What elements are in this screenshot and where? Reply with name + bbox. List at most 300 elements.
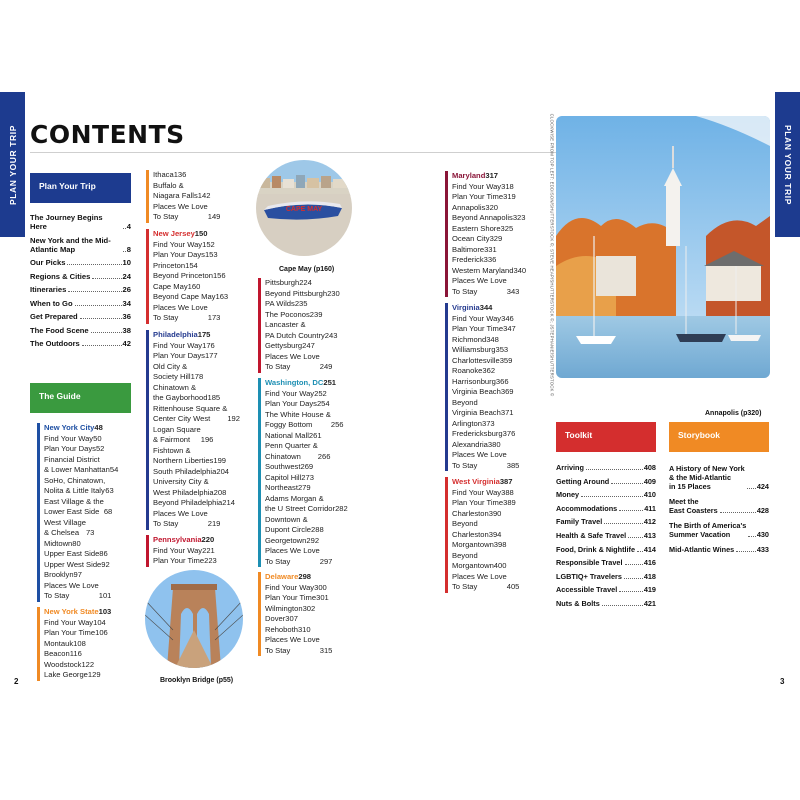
toc-entry[interactable] [265, 299, 355, 310]
entry-title: Princeton [153, 260, 186, 270]
toc-entry[interactable] [452, 203, 541, 214]
page-number: 387 [499, 477, 513, 486]
page-number: 433 [756, 545, 769, 554]
entry-title: Nuts & Bolts [556, 598, 600, 608]
toc-entry[interactable] [44, 497, 129, 518]
entry-title: Morgantown [452, 540, 494, 549]
page-number: 428 [756, 506, 769, 515]
toc-entry[interactable] [452, 398, 541, 419]
toc-entry[interactable] [452, 314, 541, 325]
toc-entry[interactable] [265, 593, 355, 604]
page-number: 353 [495, 345, 509, 354]
cape-may-photo [256, 160, 352, 256]
toc-entry[interactable] [556, 599, 656, 608]
toc-entry[interactable] [265, 389, 355, 400]
toc-entry[interactable] [452, 377, 541, 388]
toc-entry[interactable] [452, 440, 541, 451]
section-de [258, 572, 355, 656]
toc-entry[interactable] [44, 649, 129, 660]
dot-leader [586, 469, 643, 470]
entry-title: Upper East Side [44, 549, 100, 558]
toc-entry[interactable] [153, 404, 241, 425]
toc-entry[interactable] [452, 356, 541, 367]
toc-entry[interactable] [44, 660, 129, 671]
entry-title: Find Your Way [265, 582, 315, 592]
dot-leader [68, 291, 121, 292]
toc-entry[interactable] [44, 549, 129, 560]
toc-entry[interactable] [265, 462, 355, 473]
dot-leader [604, 523, 643, 524]
page-number: 122 [81, 659, 95, 669]
page-number: 199 [213, 456, 227, 465]
toc-entry[interactable] [452, 266, 541, 277]
toc-entry[interactable] [153, 282, 241, 293]
toc-entry[interactable] [153, 341, 241, 352]
page-number: 298 [298, 572, 312, 581]
entry-title: Places We Love To Stay [153, 508, 208, 528]
annapolis-photo [556, 116, 770, 378]
toc-entry[interactable] [44, 639, 129, 650]
toc-entry[interactable] [44, 670, 129, 681]
entry-title: Health & Safe Travel [556, 530, 627, 540]
toc-entry[interactable] [153, 261, 241, 272]
toc-entry[interactable] [265, 320, 355, 341]
toc-entry[interactable] [153, 546, 241, 557]
toc-entry[interactable] [153, 351, 241, 362]
section-heading[interactable] [153, 535, 241, 546]
toc-entry[interactable] [30, 258, 131, 267]
toc-entry[interactable] [30, 339, 131, 348]
dot-leader [92, 278, 121, 279]
toc-entry[interactable] [153, 446, 241, 467]
toc-entry[interactable] [452, 182, 541, 193]
toc-entry[interactable] [153, 240, 241, 251]
section-title: Virginia [452, 303, 480, 312]
page-number: 329 [489, 234, 503, 243]
entry-title: Upper West Side [44, 559, 102, 569]
page-number: 204 [216, 466, 230, 476]
toc-entry[interactable] [44, 444, 129, 455]
dot-leader [581, 496, 643, 497]
page-number: 292 [306, 535, 320, 545]
page-number: 319 [503, 192, 516, 201]
entry-title: West Village & Chelsea [44, 517, 86, 537]
page-number: 129 [87, 670, 101, 679]
section-title: Pennsylvania [153, 535, 202, 544]
dot-leader [628, 537, 643, 538]
dot-leader [602, 605, 643, 606]
toc-entry[interactable] [452, 572, 541, 593]
toc-entry[interactable] [452, 224, 541, 235]
entry-title: Roanoke [452, 366, 483, 375]
dot-leader [82, 345, 122, 346]
page-number: 373 [481, 418, 495, 428]
page-number: 418 [643, 571, 656, 581]
entry-title: Family Travel [556, 517, 603, 527]
section-heading[interactable] [265, 378, 355, 389]
page-number: 52 [95, 444, 105, 453]
page-number: 261 [308, 430, 322, 440]
toc-entry[interactable] [265, 614, 355, 625]
page-number: 92 [101, 559, 110, 569]
toc-entry[interactable] [669, 521, 769, 539]
cape-may-caption: Cape May (p160) [279, 266, 335, 273]
page-number: 224 [299, 278, 312, 287]
page-number: 424 [756, 482, 769, 491]
toc-entry[interactable] [265, 278, 355, 289]
page-number: 223 [204, 556, 217, 565]
toc-entry[interactable] [452, 540, 541, 551]
storybook-list [669, 464, 769, 560]
toc-entry[interactable] [556, 477, 656, 486]
side-tab-label: PLAN YOUR TRIP [782, 124, 793, 205]
page-number: 252 [314, 388, 327, 398]
page-number-left: 2 [14, 677, 19, 686]
page-number: 385 [506, 460, 520, 470]
page-number: 300 [314, 582, 327, 592]
toc-entry[interactable] [452, 498, 541, 509]
entry-title: South Philadelphia [153, 466, 217, 476]
entry-title: Adams Morgan & the U Street Corridor [265, 493, 336, 513]
toc-entry[interactable] [452, 450, 541, 471]
page-number: 340 [513, 265, 527, 275]
toc-entry[interactable] [265, 604, 355, 615]
page-number: 26 [122, 285, 131, 294]
entry-title: Charleston [452, 508, 489, 518]
toc-entry[interactable] [265, 352, 355, 373]
toc-entry[interactable] [452, 192, 541, 203]
page-number: 38 [122, 325, 131, 335]
page-number: 394 [488, 529, 502, 539]
entry-title: Annapolis [452, 202, 486, 212]
toc-entry[interactable] [452, 519, 541, 540]
section-nys2 [146, 170, 241, 223]
entry-title: Western Maryland [452, 265, 514, 275]
page-number: 336 [483, 255, 497, 264]
section-heading[interactable] [452, 303, 541, 314]
dot-leader [624, 578, 643, 579]
page-number: 149 [207, 212, 221, 221]
entry-title: Places We Love To Stay [452, 571, 507, 591]
plan-your-trip-list [30, 213, 131, 353]
dot-leader [91, 332, 122, 333]
entry-title: Places We Love To Stay [44, 580, 99, 600]
page-number: 310 [297, 624, 311, 634]
entry-title: Beyond Virginia Beach [452, 397, 501, 417]
page-number: 220 [201, 535, 215, 544]
page-number: 301 [316, 593, 329, 602]
page-number: 42 [122, 339, 131, 348]
page-number: 219 [207, 519, 221, 528]
the-guide-header[interactable]: The Guide [30, 383, 131, 413]
toc-entry[interactable] [556, 572, 656, 581]
page-number: 430 [756, 530, 769, 539]
toc-entry[interactable] [44, 570, 129, 581]
section-heading[interactable] [452, 477, 541, 488]
entry-title: Regions & Cities [30, 271, 91, 281]
toc-entry[interactable] [556, 545, 656, 554]
entry-title: The Poconos [265, 309, 310, 319]
toc-entry[interactable] [44, 539, 129, 550]
entry-title: Find Your Way [153, 545, 203, 555]
entry-title: Virginia Beach [452, 387, 501, 396]
page-number: 421 [643, 598, 656, 608]
page-number: 359 [499, 355, 513, 365]
section-heading[interactable] [452, 171, 541, 182]
entry-title: Plan Your Time [153, 556, 205, 565]
toc-entry[interactable] [556, 531, 656, 540]
toc-entry[interactable] [452, 335, 541, 346]
toc-entry[interactable] [265, 431, 355, 442]
toc-entry[interactable] [265, 473, 355, 484]
toc-entry[interactable] [452, 429, 541, 440]
entry-title: Harrisonburg [452, 376, 496, 386]
toc-entry[interactable] [452, 234, 541, 245]
page-number: 243 [324, 330, 338, 340]
entry-title: Find Your Way [44, 433, 94, 443]
toc-entry[interactable] [452, 551, 541, 572]
page-number: 288 [311, 525, 324, 534]
toc-entry[interactable] [669, 497, 769, 515]
entry-title: Logan Square & Fairmont [153, 424, 201, 444]
entry-title: Food, Drink & Nightlife [556, 544, 636, 554]
toc-entry[interactable] [153, 362, 241, 383]
section-heading[interactable] [265, 572, 355, 583]
toc-entry[interactable] [452, 245, 541, 256]
section-heading[interactable] [44, 607, 129, 618]
toc-entry[interactable] [30, 312, 131, 321]
toc-entry[interactable] [452, 345, 541, 356]
toc-entry[interactable] [265, 536, 355, 547]
entry-title: Northeast [265, 483, 298, 492]
page-number: 315 [319, 645, 333, 655]
page-number: 104 [93, 617, 106, 627]
entry-title: LGBTIQ+ Travelers [556, 571, 622, 581]
toc-entry[interactable] [556, 490, 656, 499]
section-heading[interactable] [153, 330, 241, 341]
section-nyc [37, 423, 129, 602]
page-number: 152 [202, 239, 215, 249]
toc-entry[interactable] [265, 410, 355, 431]
toc-entry[interactable] [153, 170, 241, 181]
entry-title: Beyond Charleston [452, 519, 489, 539]
toc-entry[interactable] [153, 383, 241, 404]
entry-title: Find Your Way [153, 239, 203, 249]
toc-entry[interactable] [452, 276, 541, 297]
section-title: New York City [44, 423, 95, 432]
toc-entry[interactable] [452, 366, 541, 377]
annapolis-caption: Annapolis (p320) [705, 410, 762, 417]
side-tab-label: PLAN YOUR TRIP [7, 124, 18, 205]
page-number: 24 [122, 271, 131, 281]
entry-title: Places We Love To Stay [265, 546, 320, 566]
toc-entry[interactable] [265, 625, 355, 636]
entry-title: Places We Love To Stay [153, 201, 208, 221]
toc-entry[interactable] [44, 618, 129, 629]
toc-entry[interactable] [30, 285, 131, 294]
section-pa2 [258, 278, 355, 373]
toc-entry[interactable] [153, 250, 241, 261]
toc-entry[interactable] [669, 545, 769, 554]
toc-entry[interactable] [452, 509, 541, 520]
toc-entry[interactable] [265, 546, 355, 567]
entry-title: Plan Your Days [153, 351, 205, 360]
entry-title: Plan Your Time [452, 324, 504, 333]
dot-leader [75, 305, 122, 306]
toc-entry[interactable] [265, 635, 355, 656]
entry-title: Beyond Cape May [153, 292, 216, 301]
section-pa [146, 535, 241, 567]
toc-entry[interactable] [30, 326, 131, 335]
section-va [445, 303, 541, 471]
entry-title: Arlington [452, 418, 482, 428]
page-number: 343 [506, 286, 520, 296]
page-number: 50 [93, 433, 102, 443]
entry-title: When to Go [30, 298, 73, 308]
dot-leader [625, 564, 643, 565]
toc-entry[interactable] [30, 213, 131, 231]
toc-entry[interactable] [153, 271, 241, 282]
toolkit-header[interactable]: Toolkit [556, 422, 656, 452]
toc-entry[interactable] [153, 292, 241, 303]
toc-entry[interactable] [265, 483, 355, 494]
entry-title: Beyond Pittsburgh [265, 288, 328, 298]
toc-entry[interactable] [556, 504, 656, 513]
toc-entry[interactable] [265, 583, 355, 594]
toc-entry[interactable] [265, 310, 355, 321]
toc-entry[interactable] [44, 581, 129, 602]
toc-entry[interactable] [44, 455, 129, 476]
page-number: 153 [204, 250, 218, 259]
toc-entry[interactable] [44, 560, 129, 571]
toc-entry[interactable] [30, 236, 131, 254]
toc-entry[interactable] [153, 477, 241, 498]
entry-title: Lancaster & PA Dutch Country [265, 320, 325, 340]
toc-entry[interactable] [265, 341, 355, 352]
page-number: 208 [213, 487, 227, 497]
entry-title: Frederick [452, 255, 484, 264]
page-number: 249 [319, 362, 333, 371]
toc-entry[interactable] [153, 425, 241, 446]
toc-entry[interactable] [265, 494, 355, 515]
entry-title: SoHo, Chinatown, Nolita & Little Italy [44, 475, 106, 495]
page-number: 307 [285, 614, 298, 623]
toc-entry[interactable] [153, 498, 241, 509]
side-tab-left[interactable] [0, 92, 25, 237]
page-number: 230 [327, 288, 340, 298]
toc-entry[interactable] [452, 255, 541, 266]
entry-title: The Journey Begins Here [30, 213, 103, 231]
toc-entry[interactable] [44, 518, 129, 539]
page-number: 256 [330, 420, 344, 429]
section-heading[interactable] [153, 229, 241, 240]
page-number: 116 [69, 649, 82, 658]
page-number: 163 [215, 292, 229, 301]
section-heading[interactable] [44, 423, 129, 434]
cape-may-sign-text: CAPE MAY [285, 206, 323, 213]
plan-your-trip-header[interactable]: Plan Your Trip [30, 173, 131, 203]
toc-entry[interactable] [556, 558, 656, 567]
dot-leader [637, 551, 643, 552]
toc-entry[interactable] [669, 464, 769, 491]
page-number: 409 [643, 476, 656, 486]
entry-title: Find Your Way [452, 313, 502, 323]
toc-entry[interactable] [153, 202, 241, 223]
entry-title: Montauk [44, 638, 74, 648]
page-number: 101 [98, 591, 112, 600]
entry-title: Our Picks [30, 258, 66, 267]
page-number: 320 [485, 202, 499, 212]
entry-title: Find Your Way [44, 617, 94, 627]
toc-entry[interactable] [265, 515, 355, 536]
page-number: 369 [500, 387, 514, 396]
toc-entry[interactable] [556, 585, 656, 594]
toc-entry[interactable] [153, 181, 241, 202]
section-dc [258, 378, 355, 567]
page-number-right: 3 [780, 677, 785, 686]
page-number: 221 [202, 545, 215, 555]
page-number: 410 [643, 490, 656, 500]
toc-entry[interactable] [44, 628, 129, 639]
toc-entry[interactable] [556, 463, 656, 472]
toc-entry[interactable] [44, 476, 129, 497]
entry-title: Beyond Philadelphia [153, 498, 223, 507]
toc-entry[interactable] [44, 434, 129, 445]
page-number: 389 [503, 498, 516, 507]
page-number: 362 [482, 366, 496, 375]
entry-title: Plan Your Time [265, 593, 317, 602]
entry-title: Georgetown [265, 535, 307, 545]
entry-title: The Outdoors [30, 339, 80, 348]
section-wv [445, 477, 541, 593]
entry-title: Rittenhouse Square & Center City West [153, 403, 228, 423]
entry-title: Downtown & Dupont Circle [265, 514, 312, 534]
toc-entry[interactable] [30, 272, 131, 281]
entry-title: Getting Around [556, 476, 610, 486]
toc-entry[interactable] [153, 556, 241, 567]
page-number: 297 [319, 556, 333, 566]
toc-entry[interactable] [556, 517, 656, 526]
entry-title: Penn Quarter & Chinatown [265, 441, 318, 461]
entry-title: Places We Love To Stay [452, 450, 507, 470]
toc-entry[interactable] [153, 467, 241, 478]
page-number: 390 [488, 508, 502, 518]
toc-entry[interactable] [452, 419, 541, 430]
page-number: 302 [302, 603, 316, 613]
toc-entry[interactable] [452, 213, 541, 224]
page-number: 254 [316, 399, 330, 408]
entry-title: Rehoboth [265, 624, 298, 634]
storybook-header[interactable]: Storybook [669, 422, 769, 452]
toc-entry[interactable] [452, 387, 541, 398]
toc-entry[interactable] [265, 441, 355, 462]
toc-entry[interactable] [265, 399, 355, 410]
entry-title: Itineraries [30, 285, 67, 294]
page-number: 235 [294, 299, 308, 308]
toc-entry[interactable] [153, 509, 241, 530]
toc-entry[interactable] [153, 303, 241, 324]
entry-title: University City & West Philadelphia [153, 477, 214, 497]
side-tab-right[interactable] [775, 92, 800, 237]
entry-title: Richmond [452, 334, 487, 344]
toc-entry[interactable] [30, 299, 131, 308]
page-number: 279 [297, 483, 311, 492]
entry-title: Responsible Travel [556, 558, 623, 568]
toc-entry[interactable] [265, 289, 355, 300]
toc-entry[interactable] [452, 488, 541, 499]
page-number: 419 [643, 585, 656, 595]
toc-entry[interactable] [452, 324, 541, 335]
